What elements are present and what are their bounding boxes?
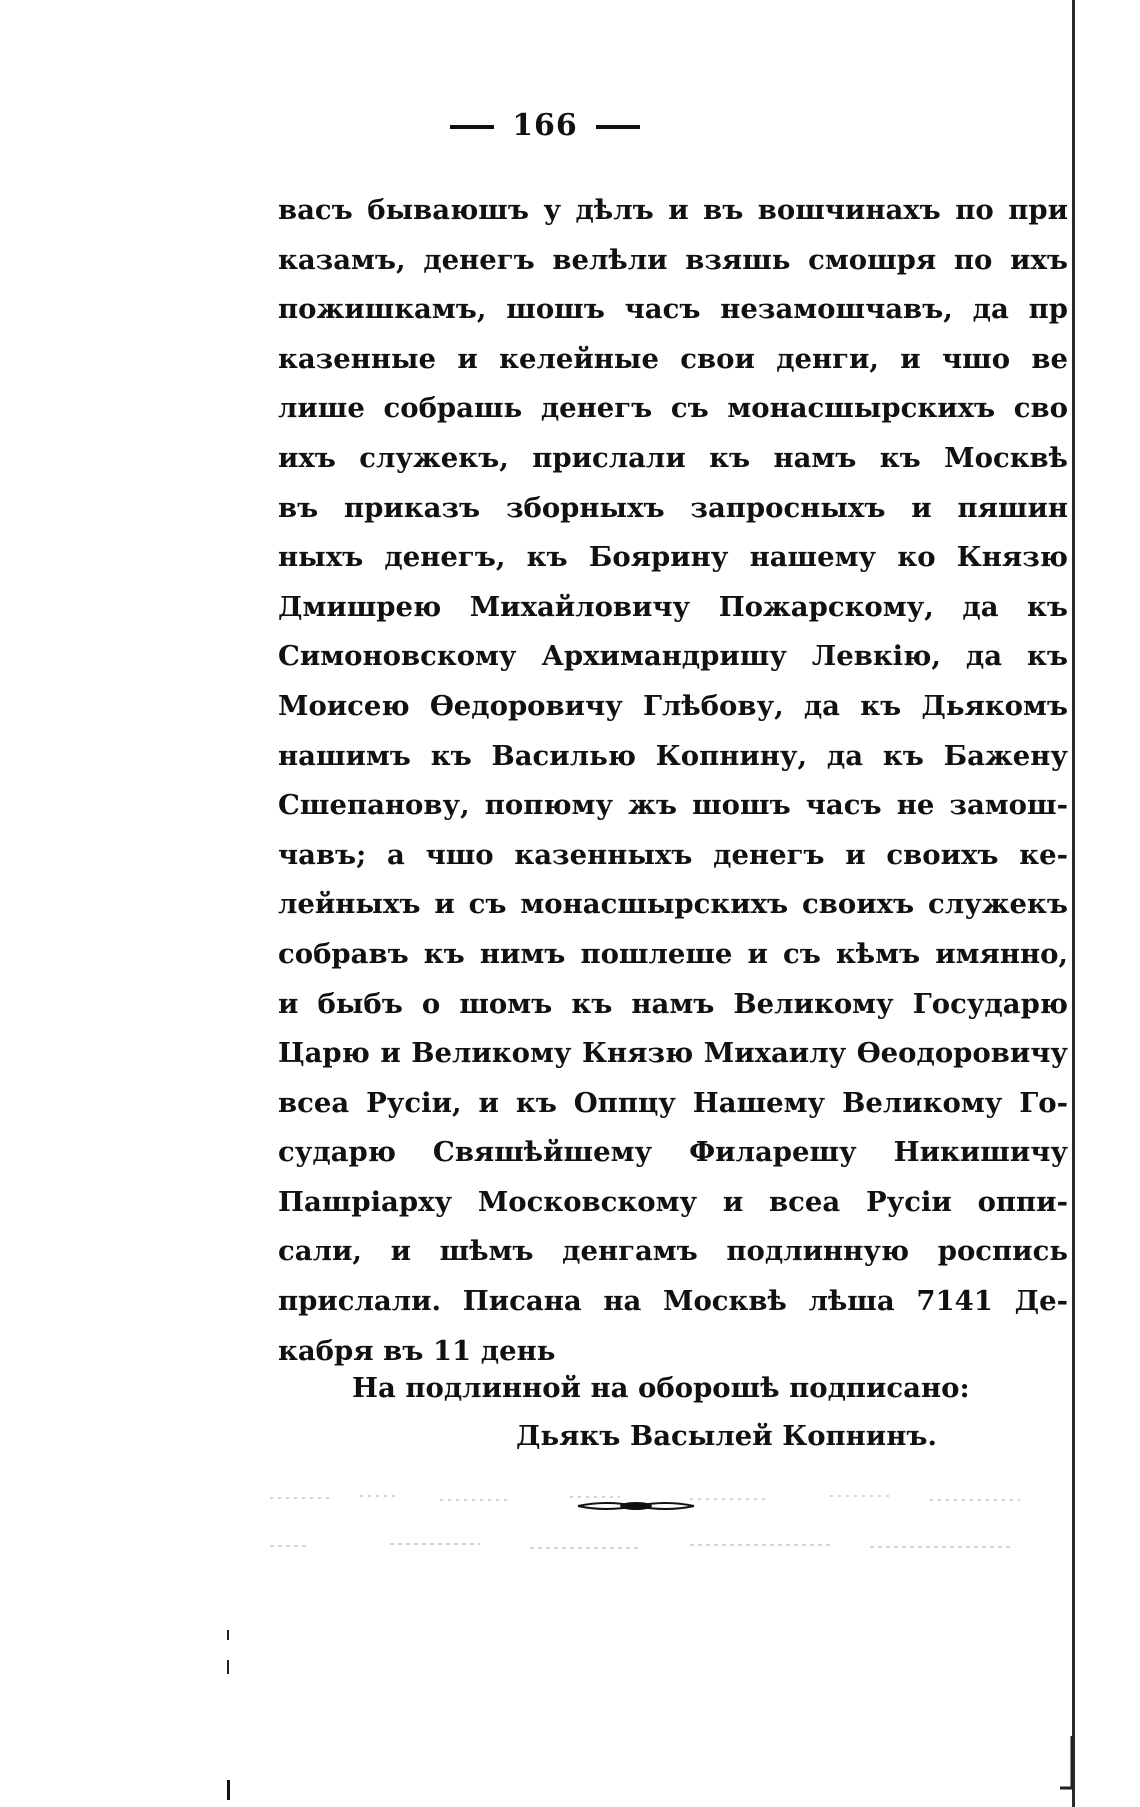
text-line: лейныхъ и съ монасшырскихъ своихъ служекъ <box>278 888 1068 921</box>
text-line: пожишкамъ, шошъ часъ незамошчавъ, да пр <box>278 293 1068 326</box>
text-line: и быбъ о шомъ къ намъ Великому Государю <box>278 987 1068 1020</box>
text-line: казамъ, денегъ велѣли взяшь смошря по ихъ <box>278 243 1068 276</box>
text-line: собравъ къ нимъ пошлеше и съ кѣмъ имянно, <box>278 937 1068 970</box>
text-line: ихъ служекъ, прислали къ намъ къ Москвѣ <box>278 441 1068 474</box>
text-line: Царю и Великому Князю Михаилу Ѳеодоровичу <box>278 1037 1068 1070</box>
body-text <box>278 186 1068 1376</box>
text-line: ныхъ денегъ, къ Боярину нашему ко Князю <box>278 541 1068 574</box>
left-dash <box>450 125 494 129</box>
text-line: васъ бываюшъ у дѣлъ и въ вошчинахъ по при <box>278 194 1068 226</box>
text-line: Дмишрею Михайловичу Пожарскому, да къ <box>278 590 1068 623</box>
right-dash <box>596 125 640 129</box>
text-line: прислали. Писана на Москвѣ лѣша 7141 Де- <box>278 1285 1068 1318</box>
text-line: Сшепанову, попюму жъ шошъ часъ не замош- <box>278 789 1068 822</box>
text-line: въ приказъ зборныхъ запросныхъ и пяшин <box>278 491 1068 524</box>
text-line: всеа Русіи, и къ Оппцу Нашему Великому Го- <box>278 1086 1068 1119</box>
bleed-through-smudge <box>270 1536 1030 1556</box>
text-line: чавъ; а чшо казенныхъ денегъ и своихъ ке- <box>278 838 1068 871</box>
text-line: Моисею Ѳедоровичу Глѣбову, да къ Дьякомъ <box>278 689 1068 722</box>
text-line: лише собрашь денегъ съ монасшырскихъ сво <box>278 392 1068 425</box>
text-line: казенные и келейные свои денги, и чшо ве <box>278 342 1068 375</box>
text-line: сударю Свяшѣйшему Филарешу Никишичу <box>278 1136 1068 1169</box>
page-edge-line <box>1072 0 1075 1807</box>
signature-line: Дьякъ Васылей Копнинъ. <box>516 1420 937 1452</box>
text-line: Симоновскому Архимандришу Левкію, да къ <box>278 640 1068 673</box>
text-line: нашимъ къ Василью Копнину, да къ Бажену <box>278 739 1068 772</box>
text-line: Пашріарху Московскому и всеа Русіи оппи- <box>278 1185 1068 1218</box>
text-line: сали, и шѣмъ денгамъ подлинную роспись <box>278 1235 1068 1268</box>
page-corner-mark <box>1058 1736 1074 1796</box>
page-number-header <box>0 108 1090 143</box>
text-line: кабря въ 11 день <box>278 1334 556 1367</box>
margin-mark <box>226 1630 230 1800</box>
page-number: 166 <box>512 108 578 143</box>
endorsement-note: На подлинной на оборошѣ подписано: <box>352 1372 970 1404</box>
bleed-through-smudge <box>270 1488 1030 1508</box>
